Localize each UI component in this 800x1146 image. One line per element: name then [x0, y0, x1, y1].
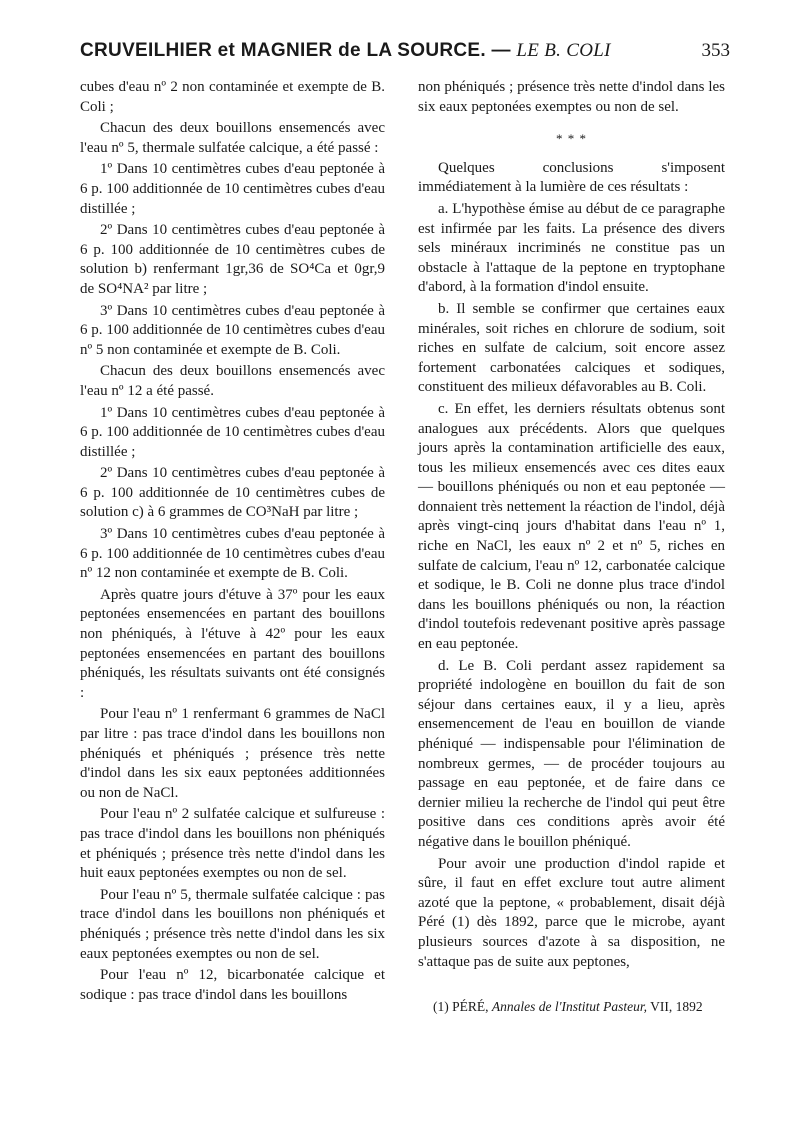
section-separator: * * *	[556, 131, 587, 147]
page-number: 353	[701, 40, 730, 61]
paragraph: 2º Dans 10 centimètres cubes d'eau peptonée à 6 p. 100 additionnée de 10 centimètres cubes de solution b) renfermant 1gr,36 de SO⁴Ca et 0gr,9 de SO⁴NA² par litre ;	[80, 222, 385, 297]
paragraph: Chacun des deux bouillons ensemencés avec l'eau nº 5, thermale sulfatée calcique, a été passé :	[80, 120, 385, 156]
paragraph: Après quatre jours d'étuve à 37º pour les eaux peptonées ensemencées en partant des bouillons non phéniqués, à l'étuve à 42º pour les eaux peptonées ensemencées en partant des bouillons phéniqués, les résultats suivants ont été consignés :	[80, 586, 385, 701]
paragraph: cubes d'eau nº 2 non contaminée et exempte de B. Coli ;	[80, 79, 385, 115]
paragraph: non phéniqués ; présence très nette d'indol dans les six eaux peptonées exemptes ou non de sel.	[418, 79, 725, 115]
running-title-subject: LE B. COLI	[516, 40, 611, 61]
footnote-ref: VII, 1892	[647, 999, 703, 1014]
paragraph: 2º Dans 10 centimètres cubes d'eau peptonée à 6 p. 100 additionnée de 10 centimètres cubes de solution c) à 6 grammes de CO³NaH par litre ;	[80, 465, 385, 521]
paragraph: 1º Dans 10 centimètres cubes d'eau peptonée à 6 p. 100 additionnée de 10 centimètres cubes d'eau distillée ;	[80, 161, 385, 217]
paragraph: Pour l'eau nº 12, bicarbonatée calcique et sodique : pas trace d'indol dans les bouillons	[80, 967, 385, 1003]
footnote-marker: (1) PÉRÉ,	[433, 999, 492, 1014]
running-title-authors: CRUVEILHIER et MAGNIER de LA SOURCE. —	[80, 40, 517, 61]
paragraph: Pour avoir une production d'indol rapide et sûre, il faut en effet exclure tout autre aliment azoté que la peptone, « probablement, disait déjà Péré (1) dès 1892, parce que le microbe, ayant plusieurs sources d'azote à sa disposition, ne s'attaque pas de suite aux peptones,	[418, 855, 725, 970]
paragraph: d. Le B. Coli perdant assez rapidement sa propriété indologène en bouillon du fait de son séjour dans certaines eaux, il y a lieu, après ensemencement de l'eau en bouillon de viande phéniqué — indispensable pour l'élimination de nombreux germes, — de procéder toujours au passage en eau peptonée, et de faire dans ce dernier milieu la recherche de l'indol qui peut être positive dans ces conditions après avoir été négative dans le bouillon phéniqué.	[418, 657, 725, 850]
paragraph: 3º Dans 10 centimètres cubes d'eau peptonée à 6 p. 100 additionnée de 10 centimètres cubes d'eau nº 12 non contaminée et exempte de B. Coli.	[80, 526, 385, 582]
paragraph: Chacun des deux bouillons ensemencés avec l'eau nº 12 a été passé.	[80, 363, 385, 399]
paragraph: a. L'hypothèse émise au début de ce paragraphe est infirmée par les faits. La présence des divers sels minéraux incriminés ne constitue pas un obstacle à l'attaque de la peptone en tryptophane d'abord, à la formation d'indol ensuite.	[418, 200, 725, 296]
right-column	[418, 78, 725, 974]
paragraph: Quelques conclusions s'imposent immédiatement à la lumière de ces résultats :	[418, 159, 725, 196]
paragraph: Pour l'eau nº 1 renfermant 6 grammes de NaCl par litre : pas trace d'indol dans les bouillons non phéniqués et phéniqués ; présence très nette d'indol dans les six eaux peptonées additionnées ou non de NaCl.	[80, 706, 385, 801]
paragraph: Pour l'eau nº 2 sulfatée calcique et sulfureuse : pas trace d'indol dans les bouillons non phéniqués et phéniqués ; présence très nette d'indol dans les huit eaux peptonées exemptes ou non de sel.	[80, 806, 385, 882]
paragraph: 3º Dans 10 centimètres cubes d'eau peptonée à 6 p. 100 additionnée de 10 centimètres cubes d'eau nº 5 non contaminée et exempte de B. Coli.	[80, 302, 385, 358]
footnote	[418, 998, 728, 1016]
paragraph: c. En effet, les derniers résultats obtenus sont analogues aux précédents. Alors que quelques jours après la contamination artificielle des eaux, tous les milieux ensemencés avec ces dites eaux — bouillons phéniqués ou non et eau peptonée — donnaient très nettement la réaction de l'indol, déjà après vingt-cinq jours d'habitat dans l'eau nº 1, riche en NaCl, les eaux nº 2 et nº 5, riches en sulfate de calcium, l'eau nº 12, carbonatée calcique et sodique, le B. Coli ne donne plus trace d'indol dans les bouillons phéniqués ou non, la réaction d'indol toutefois redevenant positive après passage en eau peptonée.	[418, 400, 725, 653]
footnote-source: Annales de l'Institut Pasteur,	[491, 999, 647, 1014]
paragraph: Pour l'eau nº 5, thermale sulfatée calcique : pas trace d'indol dans les bouillons non phéniqués et phéniqués ; présence très nette d'indol dans les six eaux peptonées exemptes ou non de sel.	[80, 886, 385, 962]
running-title	[80, 40, 611, 62]
paragraph: b. Il semble se confirmer que certaines eaux minérales, soit riches en chlorure de sodium, soit riches en sulfate de calcium, soit encore assez fortement carbonatées calciques et sodiques, constituent des milieux défavorables au B. Coli.	[418, 300, 725, 396]
running-header	[80, 40, 730, 62]
paragraph: 1º Dans 10 centimètres cubes d'eau peptonée à 6 p. 100 additionnée de 10 centimètres cubes d'eau distillée ;	[80, 404, 385, 460]
left-column	[80, 78, 385, 1007]
